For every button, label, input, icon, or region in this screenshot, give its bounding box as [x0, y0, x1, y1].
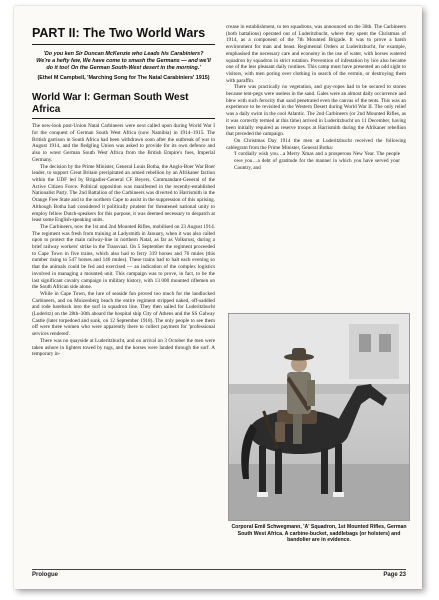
footer-divider: [32, 569, 406, 570]
page-number: Page 23: [383, 572, 406, 578]
left-column: [32, 26, 215, 358]
part-title: PART II: The Two World Wars: [32, 26, 215, 45]
page: [14, 6, 422, 589]
paragraph: There was practically no vegetation, and guy-ropes had to be secured to stones because tent-pegs were useless in the sand. Gales were an almost daily occurrence and blew with such ferocity that sand penetrated even the canvas of the tents. This was an experience to be revisited in the Western Desert during World War II. The only relief was a daily swim in the cool Atlantic. The 2nd Carbineers (or 2nd Mounted Rifles, as it was correctly termed at this time) arrived in Luderitzbucht on 11 December, having been initially required as reserve troops at Harrismith during the Afrikaner rebellion that preceded the campaign.: [226, 84, 406, 138]
paragraph: The Carbineers, now the 1st and 2nd Mounted Rifles, mobilised on 23 August 1914. The regiment was fresh from training at Ladysmith in January, when it was also called upon to protect the main railway-line in northern Natal, as far as Volksrust, during a brief railway workers' strike in the Transvaal. On 5 September the regiment proceeded to Cape Town in five trains, which also had to ferry 319 horses and 76 mules (this number rising to 547 horses and 146 mules). These trains had to halt each evening so that the animals could be fed and exercised — an indication of the complex logistics involved in managing a mounted unit. This campaign was to prove, in fact, to be the last significant cavalry campaign in military history, with 13 000 mounted riflemen on the South African side alone.: [32, 223, 215, 291]
paragraph: The decision by the Prime Minister, General Louis Botha, the Anglo-Boer War Boer leader, to support Great Britain precipitated an armed rebellion by an Afrikaner faction within the UDF led by Brigadier-General CF Beyers, Commandant-General of the Active Citizen Force. Political opposition was manifested in the recently-established Nationalist Party. The 2nd Battalion of the Carbineers was diverted to Harrismith in the Orange Free State and to the northern Cape to assist in the suppression of this uprising. Although Botha had considered it politically prudent for threatened national unity to employ fellow Dutch-speakers for this purpose, it was deemed necessary to despatch at least some English-speaking units.: [32, 163, 215, 224]
section-title: World War I: German South West Africa: [32, 92, 215, 119]
photo-caption: Corporal Emil Schwegmann, 'A' Squadron, 1st Mounted Rifles, German South West Africa. A carbine-bucket, saddlebags (or holsters) and bandolier are in evidence.: [231, 524, 407, 544]
epigraph-attribution: (Ethel M Campbell, 'Marching Song for The Natal Carabiniers' 1915): [37, 75, 210, 82]
paragraph: On Christmas Day 1914 the men at Luderitzbucht received the following cablegram from the Prime Minister, General Botha:: [226, 137, 406, 151]
cablegram-quote: 'I cordially wish you…a Merry Xmas and a prosperous New Year. The people owe you…a debt of gratitude for the manner in which you have served your Country, and: [234, 151, 400, 171]
paragraph: There was no quayside at Luderitzbucht, and on arrival on 3 October the men were taken ashore in lighters towed by tugs, and the horses were landed through the surf. A temporary in-: [32, 337, 215, 358]
epigraph: 'Do you ken Sir Duncan McKenzie who Leads his Carabiniers? We're a hefty few, We have come to smash the Germans — and we'll do it too! On the German South-West desert in the morning.': [36, 51, 211, 72]
paragraph: The new-look post-Union Natal Carbineers were next called upon during World War I for the conquest of German South West Africa (now Namibia) in 1914–1915. The British garrison in South Africa had been withdrawn soon after the outbreak of war in August 1914, and the fledgling Union was asked to provide for its own defence and also to wrest German South West Africa from the British Empire's foes, Imperial Germany.: [32, 123, 215, 163]
soldier-on-horse-photo: [228, 313, 410, 521]
footer-section-label: Prologue: [32, 572, 59, 578]
photo-illustration: [229, 314, 409, 520]
paragraph: crease in establishment, to ten squadrons, was announced on the 30th. The Carbineers (both battalions) operated out of Luderitzbucht, where they spent the Christmas of 1914, as a component of the 7th Mounted Brigade. It was to prove a harsh environment for man and beast. Regimental Orders at Luderitzbucht, for example, emphasised the necessary care and economy in the use of water, with horses watered squadron by squadron in strict rotation. Prevention of infestation by lice also became one of the less pleasant daily routines. This camp must have presented an odd sight to visitors, with men poring over clothing in search of the vermin, or destroying them with paraffin.: [226, 24, 406, 84]
right-column: [226, 24, 406, 171]
paragraph: While in Cape Town, the lure of seaside fun proved too much for the landlocked Carbineers, and on Muizenberg beach the entire regiment stripped naked, off-saddled and rode bareback into the surf in squadron line. They then sailed for Luderitzbucht (Luderitz) on the 28th–30th aboard the hospital ship City of Athens and the SS Galway Castle (later torpedoed and sunk, on 12 September 1918). The only people to see them off were three women who were apparently there to collect payment for 'professional services rendered'.: [32, 290, 215, 338]
